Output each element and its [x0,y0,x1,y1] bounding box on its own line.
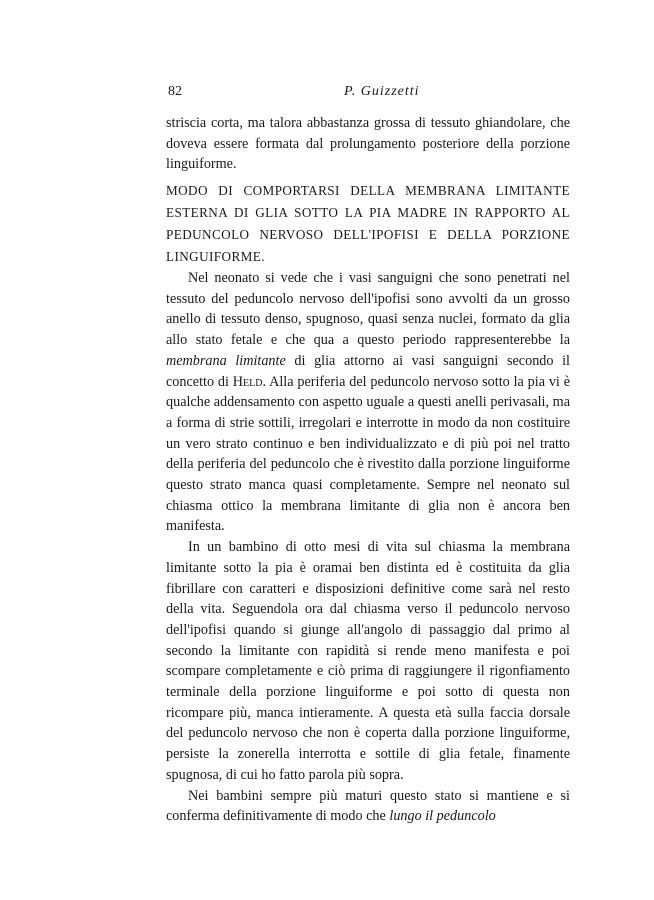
page-header [168,84,498,104]
page-number: 82 [168,84,182,99]
p3-emphasis: lungo il peduncolo [389,808,496,825]
running-head: P. Guizzetti [344,84,420,99]
p3-text-a: Nei bambini sempre più maturi questo stato si mantiene e si conferma definitivamente di modo che [166,787,570,825]
continuation-text: striscia corta, ma talora abbastanza grossa di tessuto ghiandolare, che doveva essere formata dal prolungamento posteriore della porzione linguiforme. [166,115,570,172]
p1-emphasis-membrana: membrana limitante [166,352,286,369]
p1-author-name: Held [232,373,263,390]
paragraph-2: In un bambino di otto mesi di vita sul chiasma la membrana limitante sotto la pia è oramai ben distinta ed è costituita da glia fibrillare con caratteri e disposizioni definitive come sarà nel resto della vita. Seguendola ora dal chiasma verso il peduncolo nervoso dell'ipofisi quando si giunge all'angolo di passaggio dal primo al secondo la limitante con rapidità si rende meno manifesta e poi scompare completamente e ciò prima di raggiungere il rigonfiamento terminale della porzione linguiforme e poi sotto di questa non ricompare più, manca intieramente. A questa età sulla faccia dorsale del peduncolo nervoso che non è coperta dalla porzione linguiforme, persiste la zonerella interrotta e sottile di glia fetale, finamente spugnosa, di cui ho fatto parola più sopra. [166,539,570,783]
paragraph-3 [166,786,570,827]
section-heading: MODO DI COMPORTARSI DELLA MEMBRANA LIMITANTE ESTERNA DI GLIA SOTTO LA PIA MADRE IN RAPPORTO AL PEDUNCOLO NERVOSO DELL'IPOFISI E DELLA PORZIONE LINGUIFORME. [166,183,570,264]
continuation-paragraph [166,113,570,175]
p1-text-b: di glia attorno ai vasi sanguigni secondo il concetto di [166,352,570,390]
p1-text-c: . Alla periferia del peduncolo nervoso sotto la pia vi è qualche addensamento con aspetto uguale a questi anelli perivasali, ma a forma di strie sottili, irregolari e interrotte in modo da non costituire un vero strato continuo e ben individualizzato e di più poi nel tratto della periferia del peduncolo che è rivestito dalla porzione linguiforme questo strato manca quasi completamente. Sempre nel neonato sul chiasma ottico la membrana limitante di glia non è ancora ben manifesta. [166,373,571,535]
paragraph-1 [166,268,570,537]
p1-text-a: Nel neonato si vede che i vasi sanguigni che sono penetrati nel tessuto del peduncolo nervoso dell'ipofisi sono avvolti da un grosso anello di tessuto denso, spugnoso, quasi senza nuclei, formato da glia allo stato fetale e che qua a questo periodo rappresenterebbe la [166,270,570,349]
section-body [166,268,570,827]
